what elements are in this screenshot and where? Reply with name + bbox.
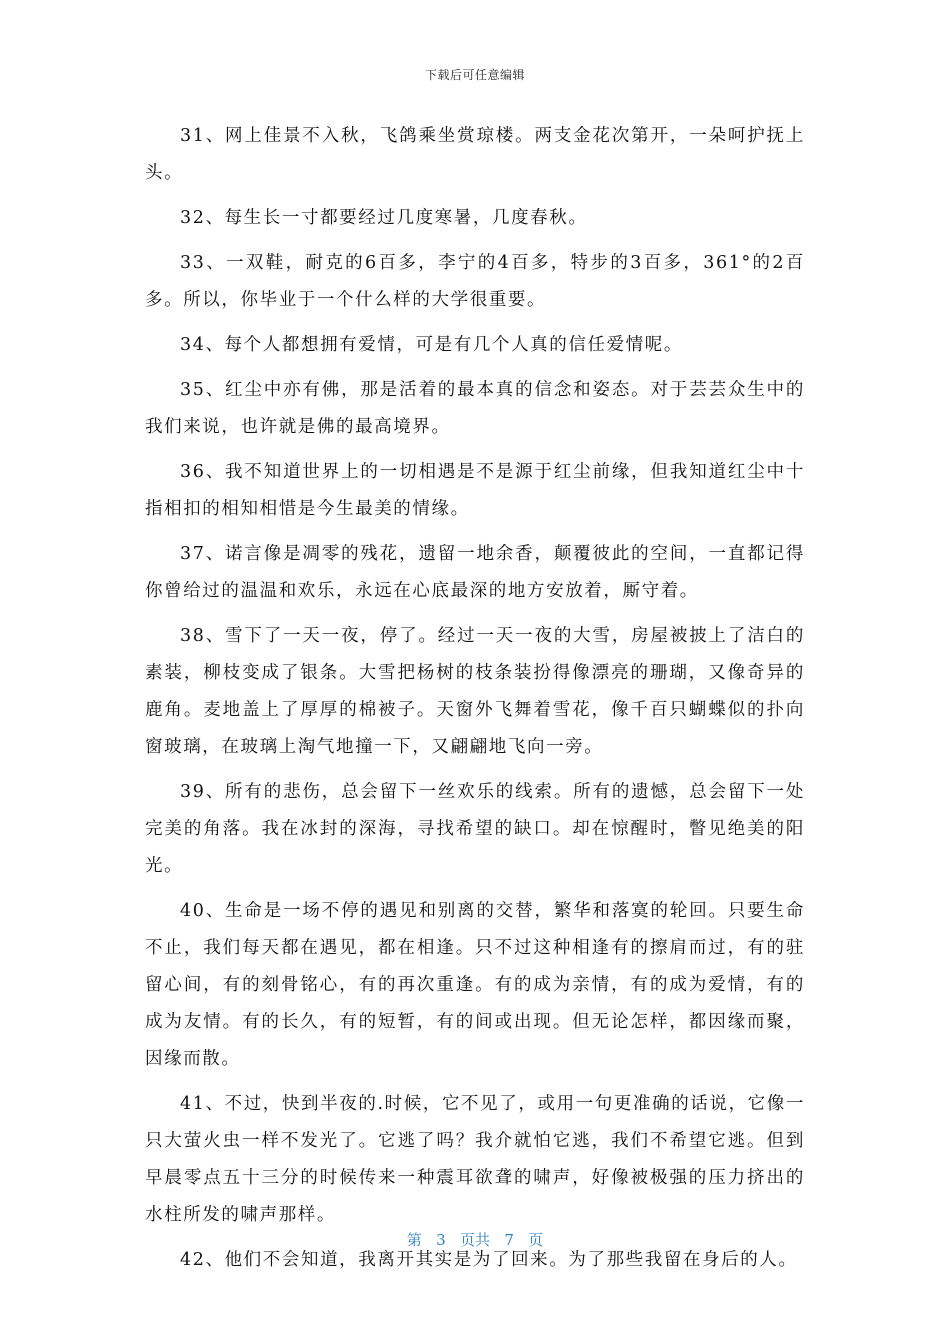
document-body <box>145 118 805 1287</box>
page-header: 下载后可任意编辑 <box>424 68 525 82</box>
paragraph-38: 38、雪下了一天一夜，停了。经过一天一夜的大雪，房屋被披上了洁白的素装，柳枝变成了银条。大雪把杨树的枝条装扮得像漂亮的珊瑚，又像奇异的鹿角。麦地盖上了厚厚的棉被子。天窗外飞舞着雪花，像千百只蝴蝶似的扑向窗玻璃，在玻璃上淘气地撞一下，又翩翩地飞向一旁。 <box>145 626 805 757</box>
footer-middle: 页共 <box>459 1231 490 1249</box>
page-footer <box>0 1229 950 1250</box>
footer-suffix: 页 <box>528 1231 544 1249</box>
paragraph-34: 34、每个人都想拥有爱情，可是有几个人真的信任爱情呢。 <box>180 335 683 355</box>
paragraph-32: 32、每生长一寸都要经过几度寒暑，几度春秋。 <box>180 208 588 228</box>
paragraph-33: 33、一双鞋，耐克的6百多，李宁的4百多，特步的3百多，361°的2百多。所以，你毕业于一个什么样的大学很重要。 <box>145 253 805 310</box>
paragraph-36: 36、我不知道世界上的一切相遇是不是源于红尘前缘，但我知道红尘中十指相扣的相知相惜是今生最美的情缘。 <box>145 462 805 519</box>
paragraph-31: 31、网上佳景不入秋，飞鸽乘坐赏琼楼。两支金花次第开，一朵呵护抚上头。 <box>145 126 805 183</box>
paragraph-37: 37、诺言像是凋零的残花，遗留一地余香，颠覆彼此的空间，一直都记得你曾给过的温温和欢乐，永远在心底最深的地方安放着，厮守着。 <box>145 544 805 601</box>
total-pages-number: 7 <box>504 1231 514 1249</box>
paragraph-42: 42、他们不会知道，我离开其实是为了回来。为了那些我留在身后的人。 <box>180 1250 798 1270</box>
paragraph-40: 40、生命是一场不停的遇见和别离的交替，繁华和落寞的轮回。只要生命不止，我们每天都在遇见，都在相逢。只不过这种相逢有的擦肩而过，有的驻留心间，有的刻骨铭心，有的再次重逢。有的成为亲情，有的成为爱情，有的成为友情。有的长久，有的短暂，有的间或出现。但无论怎样，都因缘而聚，因缘而散。 <box>145 901 805 1069</box>
footer-prefix: 第 <box>406 1231 422 1249</box>
paragraph-39: 39、所有的悲伤，总会留下一丝欢乐的线索。所有的遗憾，总会留下一处完美的角落。我在冰封的深海，寻找希望的缺口。却在惊醒时，瞥见绝美的阳光。 <box>145 782 805 876</box>
paragraph-41: 41、不过，快到半夜的.时候，它不见了，或用一句更准确的话说，它像一只大萤火虫一样不发光了。它逃了吗？我介就怕它逃，我们不希望它逃。但到早晨零点五十三分的时候传来一种震耳欲聋的啸声，好像被极强的压力挤出的水柱所发的啸声那样。 <box>145 1094 805 1225</box>
paragraph-35: 35、红尘中亦有佛，那是活着的最本真的信念和姿态。对于芸芸众生中的我们来说，也许就是佛的最高境界。 <box>145 380 805 437</box>
current-page-number: 3 <box>436 1231 446 1249</box>
